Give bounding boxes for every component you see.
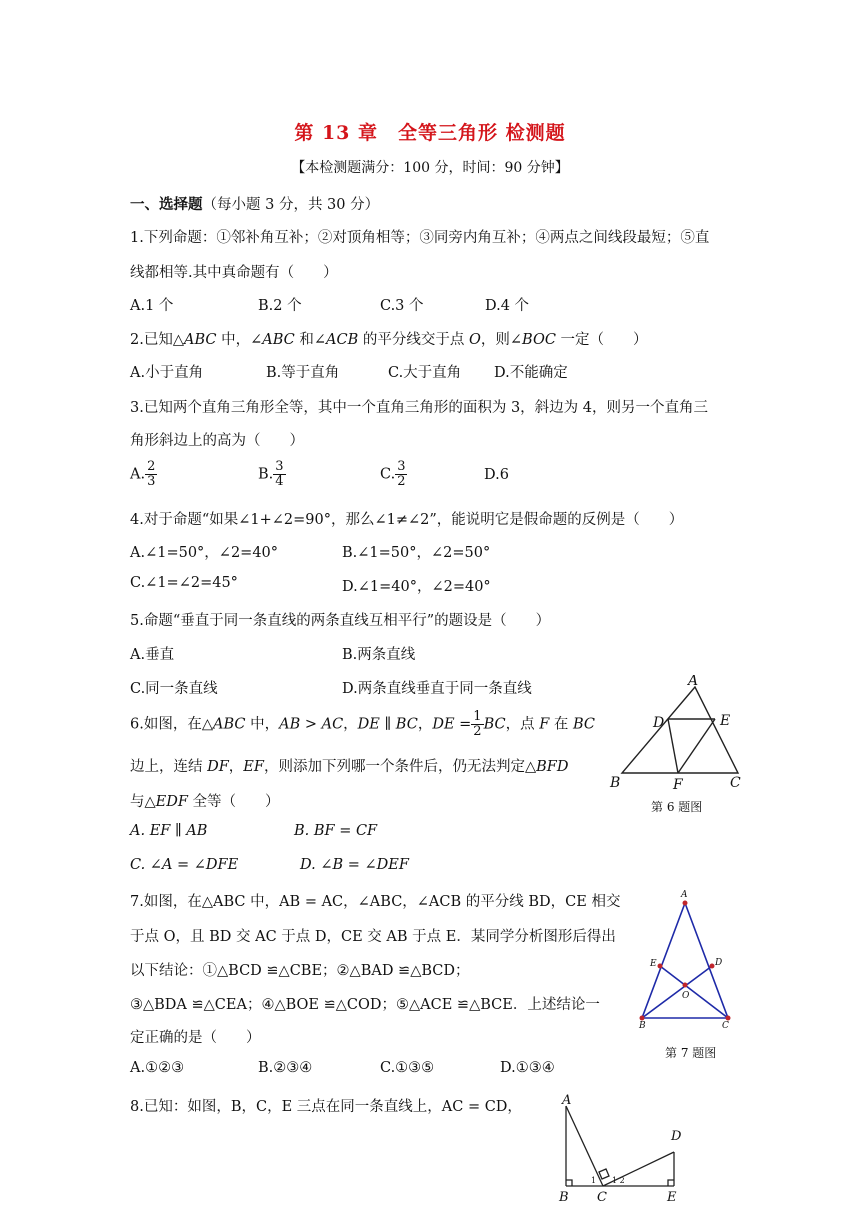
section-label: 一、选择题 (130, 196, 203, 213)
q1-option-c: C.3 个 (380, 298, 424, 314)
q6-fig-label-d: D (653, 715, 665, 731)
q7-line5: 定正确的是（ ） (130, 1030, 261, 1046)
q7-option-c: C.①③⑤ (380, 1060, 435, 1076)
q6-fig-label-b: B (610, 775, 621, 791)
q5-option-b: B.两条直线 (342, 647, 416, 663)
q3-option-c: C. $\frac{3}{2}$ (380, 459, 406, 489)
q1-line1: 1.下列命题：①邻补角互补；②对顶角相等；③同旁内角互补；④两点之间线段最短；⑤直 (130, 230, 710, 246)
q6-option-d: D. ∠B = ∠DEF (300, 857, 409, 873)
q6-figure-caption: 第 6 题图 (651, 800, 703, 814)
q8-fig-label-c: C (597, 1190, 607, 1205)
q6-line2: 边上，连结 DF，EF，则添加下列哪一个条件后，仍无法判定△BFD (130, 759, 569, 775)
q6-fig-label-e: E (720, 713, 731, 729)
q1-option-a: A.1 个 (130, 298, 174, 314)
q7-fig-label-c: C (722, 1021, 729, 1030)
q3-line2: 角形斜边上的高为（ ） (130, 433, 304, 449)
q8-fig-angle-1: 1 (591, 1176, 597, 1185)
q7-line1: 7.如图，在△ABC 中，AB = AC，∠ABC，∠ACB 的平分线 BD，CE 相交 (130, 894, 621, 910)
q5-option-c: C.同一条直线 (130, 681, 218, 697)
q7-option-a: A.①②③ (130, 1060, 185, 1076)
q6-option-a: A. EF ∥ AB (130, 823, 208, 839)
q8-fig-angle-12: 1 2 (612, 1176, 625, 1185)
q6-line3: 与△EDF 全等（ ） (130, 794, 280, 810)
page-title: 第 13 章 全等三角形 检测题 (294, 122, 566, 144)
q4-line1: 4.对于命题“如果∠1+∠2=90°，那么∠1≠∠2”，能说明它是假命题的反例是（ ） (130, 512, 684, 528)
q7-figure (630, 885, 745, 1030)
q3-option-b: B. $\frac{3}{4}$ (258, 459, 284, 489)
q5-option-a: A.垂直 (130, 647, 175, 663)
q5-line1: 5.命题“垂直于同一条直线的两条直线互相平行”的题设是（ ） (130, 613, 551, 629)
q7-fig-label-o: O (682, 991, 690, 1001)
q7-figure-caption: 第 7 题图 (665, 1046, 717, 1060)
q1-line2: 线都相等.其中真命题有（ ） (130, 265, 338, 281)
q7-line2: 于点 O，且 BD 交 AC 于点 D，CE 交 AB 于点 E．某同学分析图形后得出 (130, 929, 616, 945)
q4-option-c: C.∠1=∠2=45° (130, 575, 238, 591)
q4-option-b: B.∠1=50°，∠2=50° (342, 545, 491, 561)
q2-option-a: A.小于直角 (130, 365, 204, 381)
q6-fig-label-a: A (688, 675, 699, 689)
q8-fig-label-d: D (671, 1129, 682, 1144)
q6-figure (600, 675, 750, 795)
page-subtitle: 【本检测题满分：100 分，时间：90 分钟】 (291, 160, 569, 176)
q8-fig-label-e: E (667, 1190, 677, 1205)
q1-option-d: D.4 个 (485, 298, 530, 314)
q6-option-b: B. BF = CF (294, 823, 378, 839)
q7-fig-label-b: B (639, 1021, 646, 1030)
q7-fig-label-a: A (681, 890, 688, 900)
q3-option-d: D.6 (484, 467, 509, 483)
q4-option-a: A.∠1=50°，∠2=40° (130, 545, 279, 561)
q4-option-d: D.∠1=40°，∠2=40° (342, 579, 491, 595)
q1-option-b: B.2 个 (258, 298, 302, 314)
q2-option-b: B.等于直角 (266, 365, 340, 381)
q6-fig-label-f: F (673, 777, 683, 793)
section-heading (130, 193, 379, 214)
q5-option-d: D.两条直线垂直于同一条直线 (342, 681, 532, 697)
q6-fig-label-c: C (730, 775, 741, 791)
q8-line1: 8.已知：如图，B，C，E 三点在同一条直线上，AC = CD， (130, 1099, 522, 1115)
q6-line1: 6.如图，在△ABC 中，AB > AC，DE ∥ BC，DE = $\frac{1}{2}$ BC，点 F 在 BC (130, 709, 596, 739)
q8-fig-label-a: A (562, 1093, 572, 1108)
q7-line3: 以下结论：①△BCD ≌△CBE；②△BAD ≌△BCD； (130, 963, 470, 979)
q6-option-c: C. ∠A = ∠DFE (130, 857, 239, 873)
section-note: （每小题 3 分，共 30 分） (202, 197, 380, 213)
q2-stem: 2.已知△ABC 中，∠ABC 和∠ACB 的平分线交于点 O，则∠BOC 一定（ ） (130, 332, 648, 348)
q7-option-d: D.①③④ (500, 1060, 555, 1076)
q3-line1: 3.已知两个直角三角形全等，其中一个直角三角形的面积为 3，斜边为 4，则另一个直角三 (130, 400, 708, 416)
q2-option-d: D.不能确定 (494, 365, 568, 381)
q2-option-c: C.大于直角 (388, 365, 462, 381)
q3-option-a: A. $\frac{2}{3}$ (130, 459, 156, 489)
q7-fig-label-e: E (650, 959, 657, 969)
q7-fig-label-d: D (715, 958, 723, 968)
q7-option-b: B.②③④ (258, 1060, 313, 1076)
q8-figure (550, 1090, 690, 1210)
q7-line4: ③△BDA ≌△CEA；④△BOE ≌△COD；⑤△ACE ≌△BCE．上述结论一 (130, 997, 600, 1013)
q8-fig-label-b: B (559, 1190, 569, 1205)
